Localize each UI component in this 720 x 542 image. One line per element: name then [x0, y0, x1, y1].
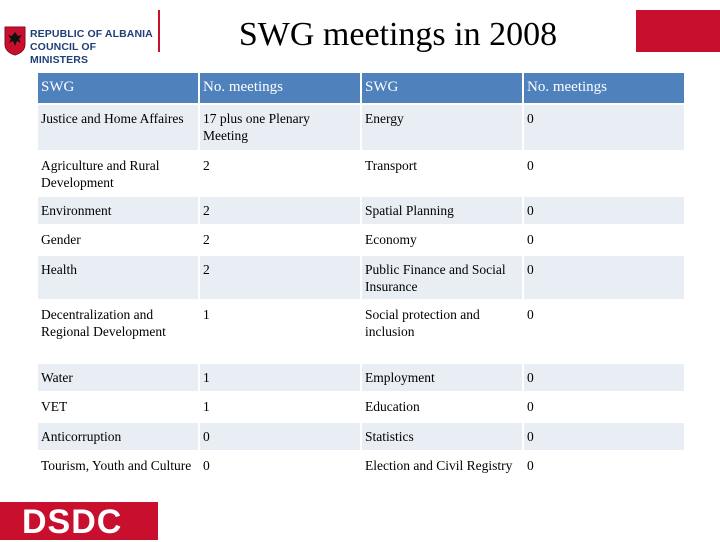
table-cell: Education	[362, 393, 522, 421]
table-cell: 2	[200, 226, 360, 254]
column-header-swg-left: SWG	[38, 73, 198, 103]
table-cell: 0	[524, 423, 684, 450]
table-cell: 1	[200, 301, 360, 362]
table-cell: Employment	[362, 364, 522, 391]
table-row	[38, 197, 684, 224]
table-cell: Anticorruption	[38, 423, 198, 450]
table-cell: 2	[200, 256, 360, 299]
table-cell: Water	[38, 364, 198, 391]
org-line-2: COUNCIL OF MINISTERS	[30, 41, 97, 66]
page-title: SWG meetings in 2008	[160, 10, 636, 52]
table-cell: 1	[200, 364, 360, 391]
meetings-table-container	[38, 71, 684, 497]
table-cell: 0	[524, 452, 684, 495]
table-row	[38, 393, 684, 421]
table-row	[38, 301, 684, 362]
column-header-swg-right: SWG	[362, 73, 522, 103]
table-cell: 0	[524, 152, 684, 195]
table-cell: VET	[38, 393, 198, 421]
table-cell: 17 plus one Plenary Meeting	[200, 105, 360, 150]
dsdc-logo	[0, 502, 158, 540]
table-cell: Gender	[38, 226, 198, 254]
table-cell: 0	[524, 197, 684, 224]
table-row	[38, 423, 684, 450]
table-cell: 1	[200, 393, 360, 421]
table-cell: Economy	[362, 226, 522, 254]
albania-emblem-icon	[4, 26, 26, 56]
table-cell: Justice and Home Affaires	[38, 105, 198, 150]
table-cell: 0	[200, 423, 360, 450]
table-cell: 0	[524, 105, 684, 150]
table-cell: Election and Civil Registry	[362, 452, 522, 495]
table-cell: Decentralization and Regional Development	[38, 301, 198, 362]
table-cell: 0	[200, 452, 360, 495]
table-row	[38, 364, 684, 391]
table-cell: Transport	[362, 152, 522, 195]
table-row	[38, 256, 684, 299]
table-cell: Public Finance and Social Insurance	[362, 256, 522, 299]
organization-name	[30, 28, 156, 67]
table-row	[38, 105, 684, 150]
table-cell: 0	[524, 364, 684, 391]
table-cell: Tourism, Youth and Culture	[38, 452, 198, 495]
table-header-row	[38, 73, 684, 103]
table-cell: 0	[524, 301, 684, 362]
column-header-meetings-right: No. meetings	[524, 73, 684, 103]
org-line-1: REPUBLIC OF ALBANIA	[30, 28, 153, 40]
table-cell: 0	[524, 393, 684, 421]
table-row	[38, 452, 684, 495]
table-cell: Spatial Planning	[362, 197, 522, 224]
table-cell: Agriculture and Rural Development	[38, 152, 198, 195]
table-cell: 2	[200, 197, 360, 224]
table-cell: 0	[524, 256, 684, 299]
table-row	[38, 226, 684, 254]
government-logo	[0, 10, 158, 66]
meetings-table	[36, 71, 686, 497]
table-cell: Statistics	[362, 423, 522, 450]
table-cell: Environment	[38, 197, 198, 224]
column-header-meetings-left: No. meetings	[200, 73, 360, 103]
table-cell: Energy	[362, 105, 522, 150]
table-cell: 0	[524, 226, 684, 254]
table-cell: 2	[200, 152, 360, 195]
table-cell: Social protection and inclusion	[362, 301, 522, 362]
table-row	[38, 152, 684, 195]
dsdc-logo-text: DSDC	[22, 503, 123, 541]
table-cell: Health	[38, 256, 198, 299]
